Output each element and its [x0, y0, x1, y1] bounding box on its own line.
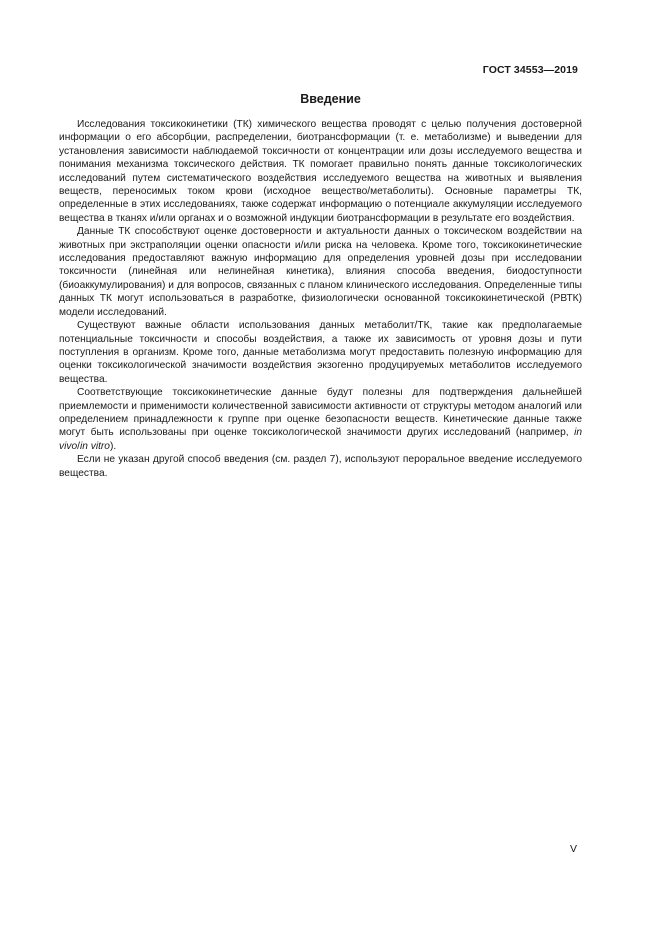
paragraph-1: Исследования токсикокинетики (ТК) химического вещества проводят с целью получения достоверной информации о его абсорбции, распределении, биотрансформации (т. е. метаболизме) и выведении для установления зависимости наблюдаемой токсичности от концентрации или дозы исследуемого вещества и понимания механизма токсического действия. ТК помогает правильно понять данные токсикологических исследований путем систематического воздействия исследуемого вещества на животных и выявления веществ, переносимых током крови (исходное вещество/метаболиты). Основные параметры ТК, определенные в этих исследованиях, также содержат информацию о потенциале аккумуляции исследуемого вещества в тканях и/или органах и о возможной индукции биотрансформации в результате его воздействия.	[59, 119, 582, 224]
paragraph-4-text: Соответствующие токсикокинетические данные будут полезны для подтверждения дальнейшей приемлемости и применимости количественной зависимости активности от структуры методом аналогий или определением принадлежности к группе при оценке безопасности веществ. Кинетические данные также могут быть использованы при оценке токсикологической значимости других исследований (например,	[59, 387, 582, 439]
in-vitro-term: in vitro	[79, 440, 110, 452]
introduction-body	[59, 118, 582, 480]
paragraph-4-closing: ).	[109, 440, 117, 452]
paragraph-5: Если не указан другой способ введения (см. раздел 7), используют пероральное введение исследуемого вещества.	[59, 454, 582, 479]
document-code: ГОСТ 34553—2019	[482, 64, 578, 76]
section-title: Введение	[300, 92, 361, 106]
slash-separator: /	[77, 440, 80, 452]
in-vivo-term: in vivo	[59, 427, 582, 452]
paragraph-3: Существуют важные области использования данных метаболит/ТК, такие как предполагаемые потенциальные токсичности и способы воздействия, а также их зависимость от уровня дозы и пути поступления в организм. Кроме того, данные метаболизма могут предоставить полезную информацию для оценки токсикологической значимости воздействия экзогенно продуцируемых метаболитов исследуемого вещества.	[59, 320, 582, 385]
paragraph-2: Данные ТК способствуют оценке достоверности и актуальности данных о токсическом воздействии на животных при экстраполяции оценки опасности и/или риска на человека. Кроме того, токсикокинетические исследования предоставляют важную информацию для определения уровней дозы при исследовании токсичности (линейная или нелинейная кинетика), влияния способа введения, биодоступности (биоаккумулирования) и для вопросов, связанных с планом клинического исследования. Определенные типы данных ТК могут использоваться в разработке, физиологически основанной токсикокинетической (РВТК) модели исследований.	[59, 226, 582, 318]
paragraph-4	[59, 386, 582, 453]
page-number: V	[569, 843, 577, 855]
